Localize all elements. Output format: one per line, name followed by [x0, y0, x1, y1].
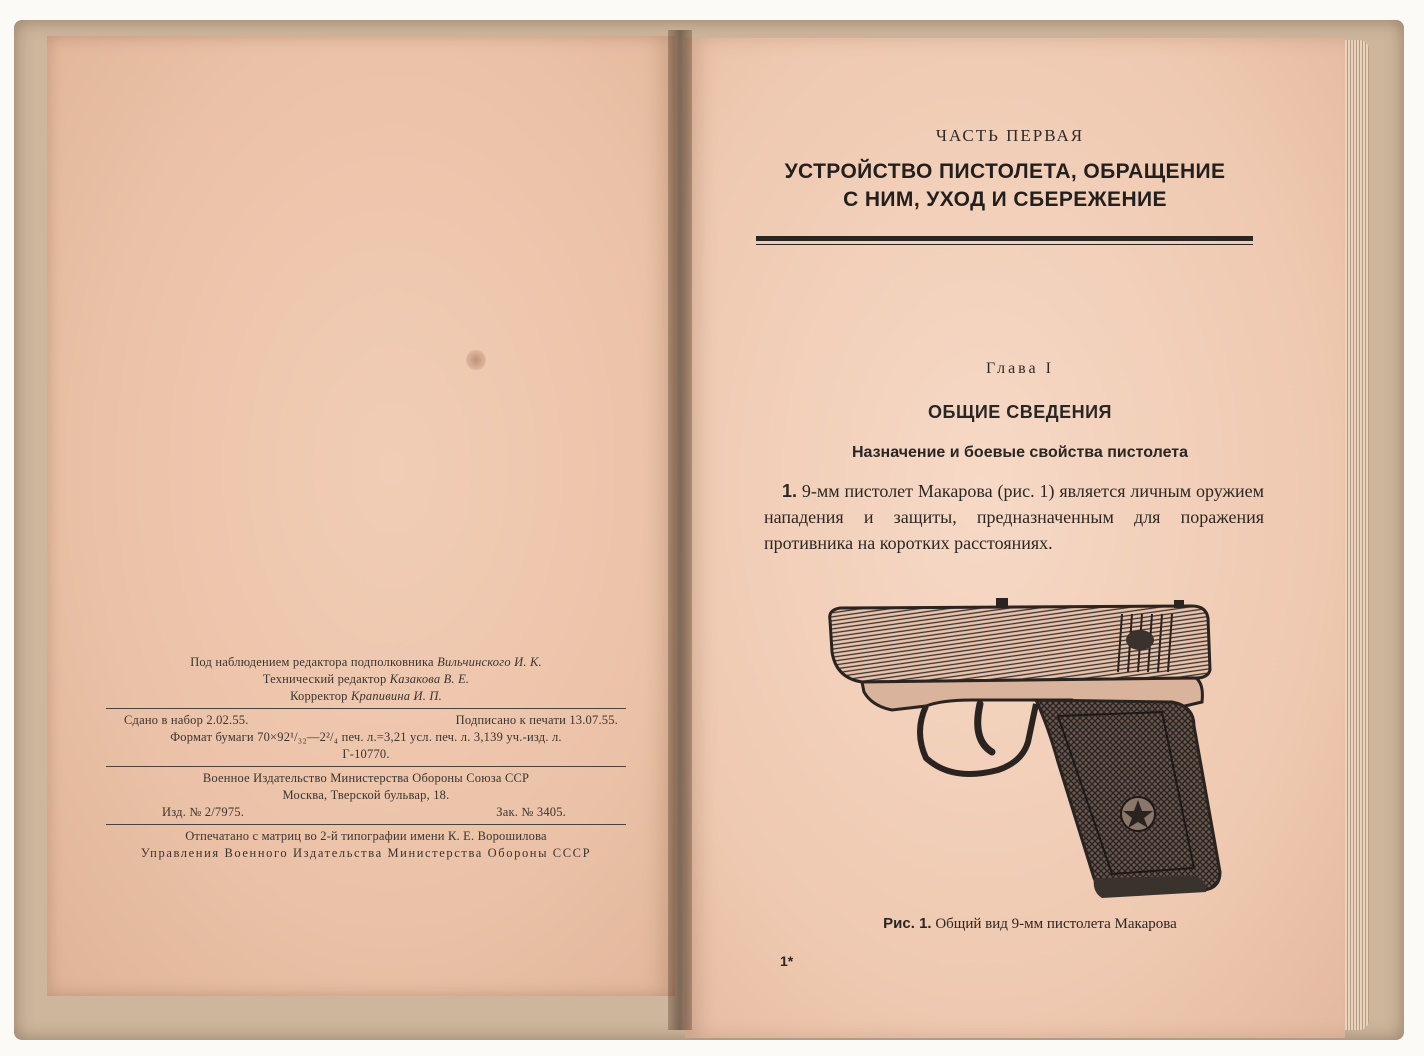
corrector-name: Крапивина И. П.: [350, 689, 442, 703]
paper-format: Формат бумаги 70×92¹/₃₂—2²/₄ печ. л.=3,21 усл. печ. л. 3,139 уч.-изд. л.: [170, 730, 562, 744]
printed-by-line: Управления Военного Издательства Министерства Обороны СССР: [140, 846, 592, 860]
figure-label: Рис. 1.: [883, 915, 932, 932]
heading-rule: [756, 236, 1253, 241]
imprint-divider: [106, 766, 626, 767]
paper-stain: [466, 350, 486, 370]
chapter-title: ОБЩИЕ СВЕДЕНИЯ: [928, 402, 1112, 422]
signed-date: Подписано к печати 13.07.55.: [455, 713, 618, 727]
dates-line: [106, 712, 626, 729]
editor-line: [106, 654, 626, 671]
figure-caption: [800, 915, 1260, 933]
order-number: Зак. № 3405.: [496, 805, 566, 819]
pistol-drawing: [822, 592, 1222, 910]
license-number: Г-10770.: [342, 747, 390, 761]
signature-mark: 1*: [780, 953, 794, 969]
imprint-block: [106, 654, 626, 862]
part-title: [750, 158, 1260, 214]
part-label: ЧАСТЬ ПЕРВАЯ: [935, 126, 1085, 145]
part-title-line: С НИМ, УХОД И СБЕРЕЖЕНИЕ: [843, 188, 1167, 211]
part-title-line: УСТРОЙСТВО ПИСТОЛЕТА, ОБРАЩЕНИЕ: [784, 160, 1226, 183]
numbers-line: [106, 804, 626, 821]
chapter-label: Глава I: [986, 360, 1054, 377]
publisher: Военное Издательство Министерства Обороны Союза ССР: [202, 771, 530, 785]
body-paragraph: [764, 478, 1264, 556]
paragraph-text: 9-мм пистолет Макарова (рис. 1) является личным оружием нападения и защиты, предназначенным для поражения противника на коротких расстояниях.: [764, 481, 1264, 553]
editor-label: Под наблюдением редактора подполковника: [190, 655, 434, 669]
imprint-divider: [106, 708, 626, 709]
corrector-label: Корректор: [290, 689, 348, 703]
section-title: Назначение и боевые свойства пистолета: [851, 444, 1189, 461]
paragraph-number: 1.: [782, 481, 798, 501]
page-edges: [1345, 40, 1369, 1030]
publisher-address: Москва, Тверской бульвар, 18.: [282, 788, 450, 802]
publication-number: Изд. № 2/7975.: [162, 805, 245, 819]
book-gutter: [668, 30, 692, 1030]
corrector-line: [106, 688, 626, 705]
editor-name: Вильчинского И. К.: [437, 655, 542, 669]
tech-editor-line: [106, 671, 626, 688]
imprint-divider: [106, 824, 626, 825]
set-date: Сдано в набор 2.02.55.: [124, 713, 249, 727]
printed-by-line: Отпечатано с матриц во 2-й типографии имени К. Е. Ворошилова: [185, 829, 547, 843]
tech-editor-name: Казакова В. Е.: [389, 672, 470, 686]
tech-editor-label: Технический редактор: [262, 672, 387, 686]
figure-caption-text: Общий вид 9-мм пистолета Макарова: [935, 916, 1177, 932]
heading-rule-thin: [756, 244, 1253, 245]
pistol-illustration: [822, 592, 1222, 910]
